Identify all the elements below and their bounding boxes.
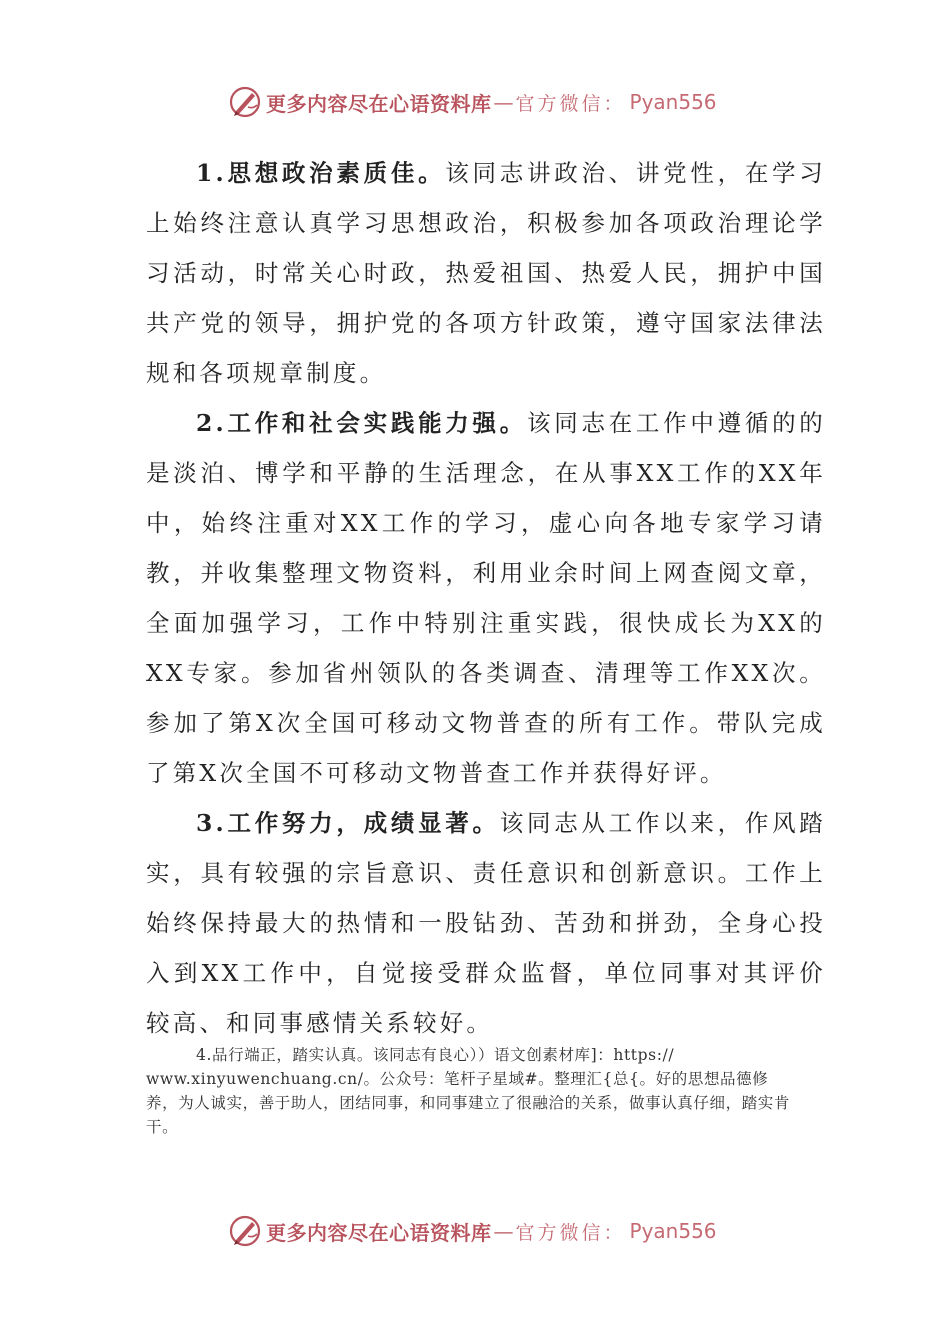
paragraph-2-heading: 2.工作和社会实践能力强。	[196, 409, 527, 437]
paragraph-2	[146, 398, 826, 798]
small-note	[146, 1043, 796, 1139]
small-note-line-1: 4.品行端正，踏实认真。该同志有良心））语文创素材库]：https://	[196, 1046, 675, 1064]
paragraph-3	[146, 798, 826, 1048]
footer-banner-text: 更多内容尽在心语资料库	[266, 1220, 492, 1245]
paragraph-3-text: 该同志从工作以来，作风踏实，具有较强的宗旨意识、责任意识和创新意识。工作上始终保持最大的热情和一股钻劲、苦劲和拼劲，全身心投入到XX工作中，自觉接受群众监督，单位同事对其评价较高、和同事感情关系较好。	[146, 809, 826, 1037]
footer-banner-wechat-id: Pyan556	[629, 1219, 717, 1243]
footer-banner-separator: —	[493, 1219, 514, 1243]
paragraph-2-text: 该同志在工作中遵循的的是淡泊、博学和平静的生活理念，在从事XX工作的XX年中，始终注重对XX工作的学习，虚心向各地专家学习请教，并收集整理文物资料，利用业余时间上网查阅文章，全面加强学习，工作中特别注重实践，很快成长为XX的XX专家。参加省州领队的各类调查、清理等工作XX次。参加了第X次全国可移动文物普查的所有工作。带队完成了第X次全国不可移动文物普查工作并获得好评。	[146, 409, 826, 787]
paragraph-3-heading: 3.工作努力，成绩显著。	[196, 809, 500, 837]
footer-banner-wechat-label: 官方微信：	[515, 1221, 626, 1244]
pen-logo-icon	[228, 1214, 262, 1248]
header-banner	[228, 84, 717, 120]
banner-wechat-label: 官方微信：	[515, 92, 626, 115]
footer-banner	[228, 1213, 717, 1249]
banner-text: 更多内容尽在心语资料库	[266, 91, 492, 116]
pen-logo-icon	[228, 85, 262, 119]
paragraph-1-heading: 1.思想政治素质佳。	[196, 159, 446, 187]
paragraph-1-text: 该同志讲政治、讲党性，在学习上始终注意认真学习思想政治，积极参加各项政治理论学习活动，时常关心时政，热爱祖国、热爱人民，拥护中国共产党的领导，拥护党的各项方针政策，遵守国家法律法规和各项规章制度。	[146, 159, 826, 387]
banner-separator: —	[493, 90, 514, 114]
document-body	[146, 148, 826, 1048]
paragraph-1	[146, 148, 826, 398]
small-note-rest: www.xinyuwenchuang.cn/。公众号：笔杆子星域#。整理汇{总{。好的思想品德修养，为人诚实，善于助人，团结同事，和同事建立了很融洽的关系，做事认真仔细，踏实肯干。	[146, 1070, 791, 1136]
banner-wechat-id: Pyan556	[629, 90, 717, 114]
